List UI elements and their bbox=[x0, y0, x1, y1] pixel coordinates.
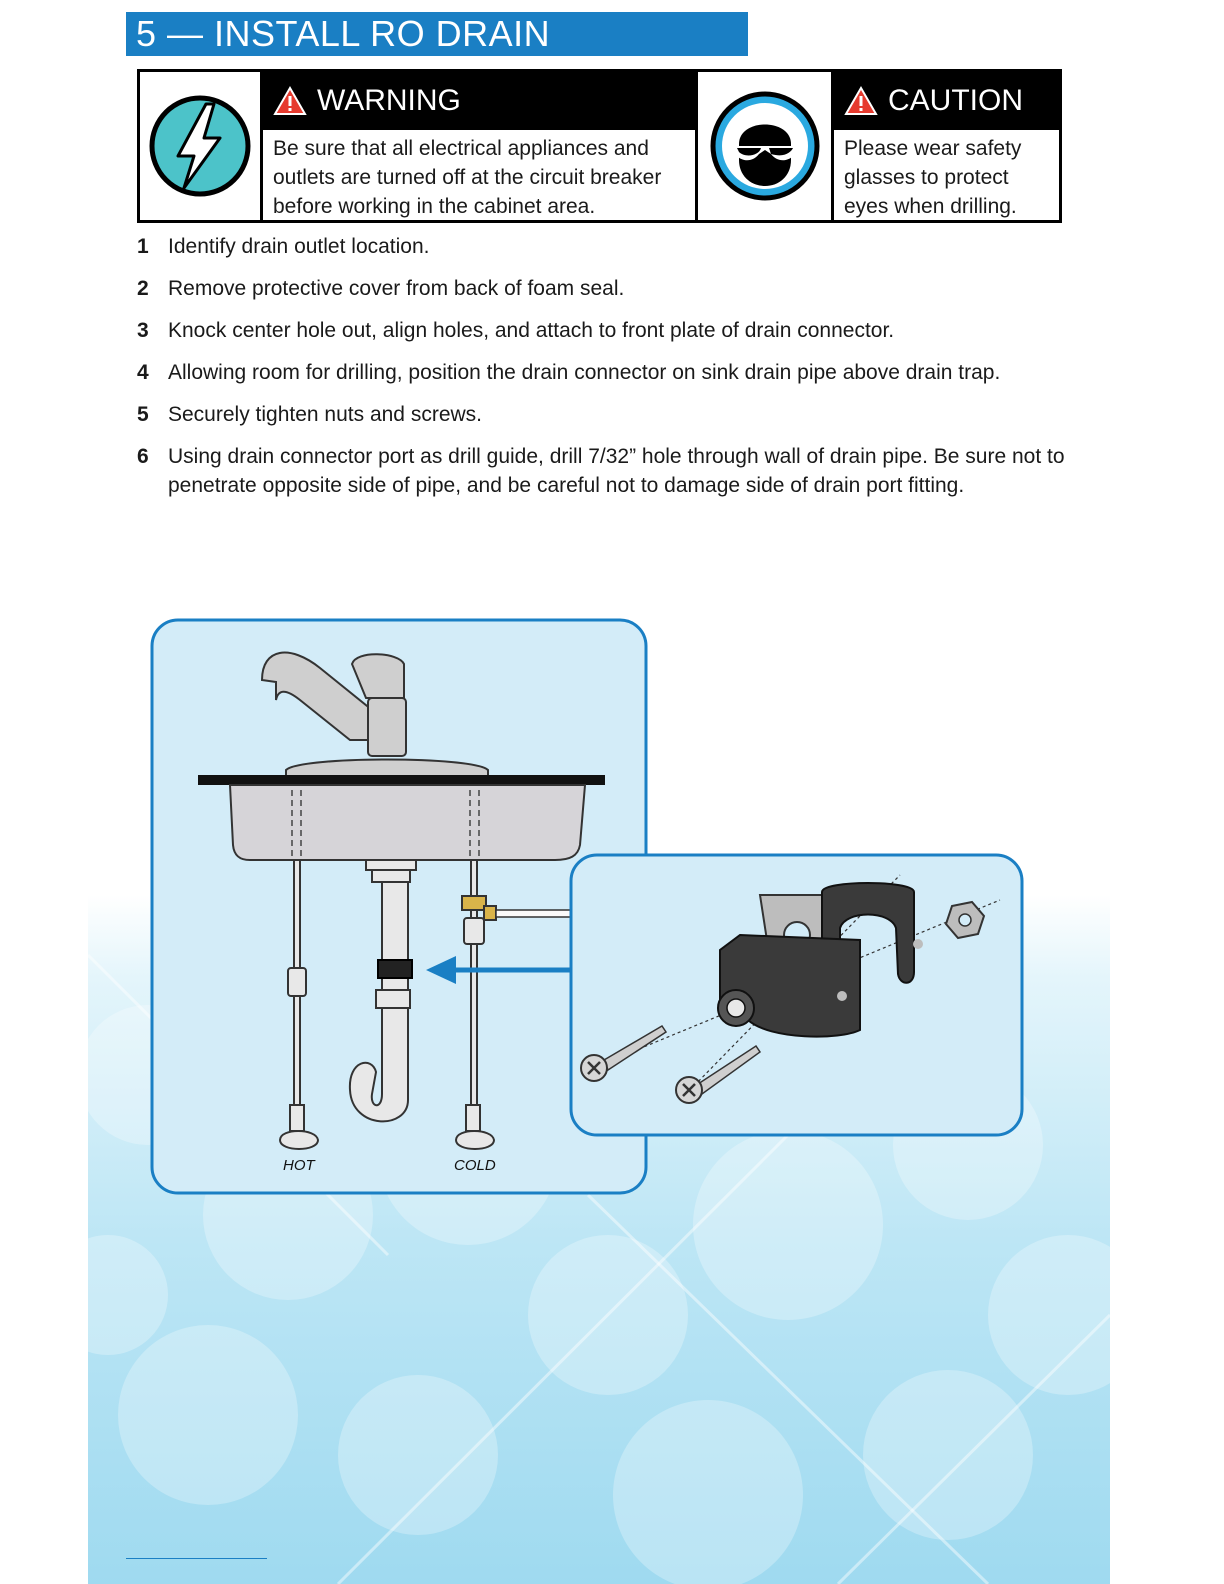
warning-text: Be sure that all electrical appliances and outlets are turned off at the circuit breaker before working in the cabinet area. bbox=[273, 137, 662, 218]
step-number: 4 bbox=[137, 361, 149, 384]
step-number: 3 bbox=[137, 319, 149, 342]
caution-text: Please wear safety glasses to protect eyes when drilling. bbox=[844, 137, 1022, 218]
warning-heading: WARNING bbox=[317, 84, 461, 117]
caution-heading: CAUTION bbox=[888, 84, 1023, 117]
installed-drain-clamp bbox=[378, 960, 412, 978]
page-title: 5 — INSTALL RO DRAIN bbox=[126, 12, 748, 56]
step-text: Securely tighten nuts and screws. bbox=[168, 403, 482, 426]
cold-label: COLD bbox=[454, 1157, 496, 1174]
hot-label: HOT bbox=[283, 1157, 315, 1174]
step-text: Knock center hole out, align holes, and attach to front plate of drain connector. bbox=[168, 319, 895, 342]
step-text: Identify drain outlet location. bbox=[168, 235, 430, 258]
step-text: Using drain connector port as drill guide, drill 7/32” hole through wall of drain pipe. Be sure not to penetrate opposite side of pipe, and be careful not to damage side of drain port fitting. bbox=[168, 445, 1065, 497]
step-text: Remove protective cover from back of foam seal. bbox=[168, 277, 625, 300]
countertop bbox=[198, 775, 605, 785]
step-number: 5 bbox=[137, 403, 149, 426]
step-number: 2 bbox=[137, 277, 149, 300]
step-number: 6 bbox=[137, 445, 149, 468]
sink-basin bbox=[230, 785, 585, 860]
step-text: Allowing room for drilling, position the drain connector on sink drain pipe above drain trap. bbox=[168, 361, 1001, 384]
footer-rule bbox=[126, 1558, 267, 1559]
step-number: 1 bbox=[137, 235, 149, 258]
